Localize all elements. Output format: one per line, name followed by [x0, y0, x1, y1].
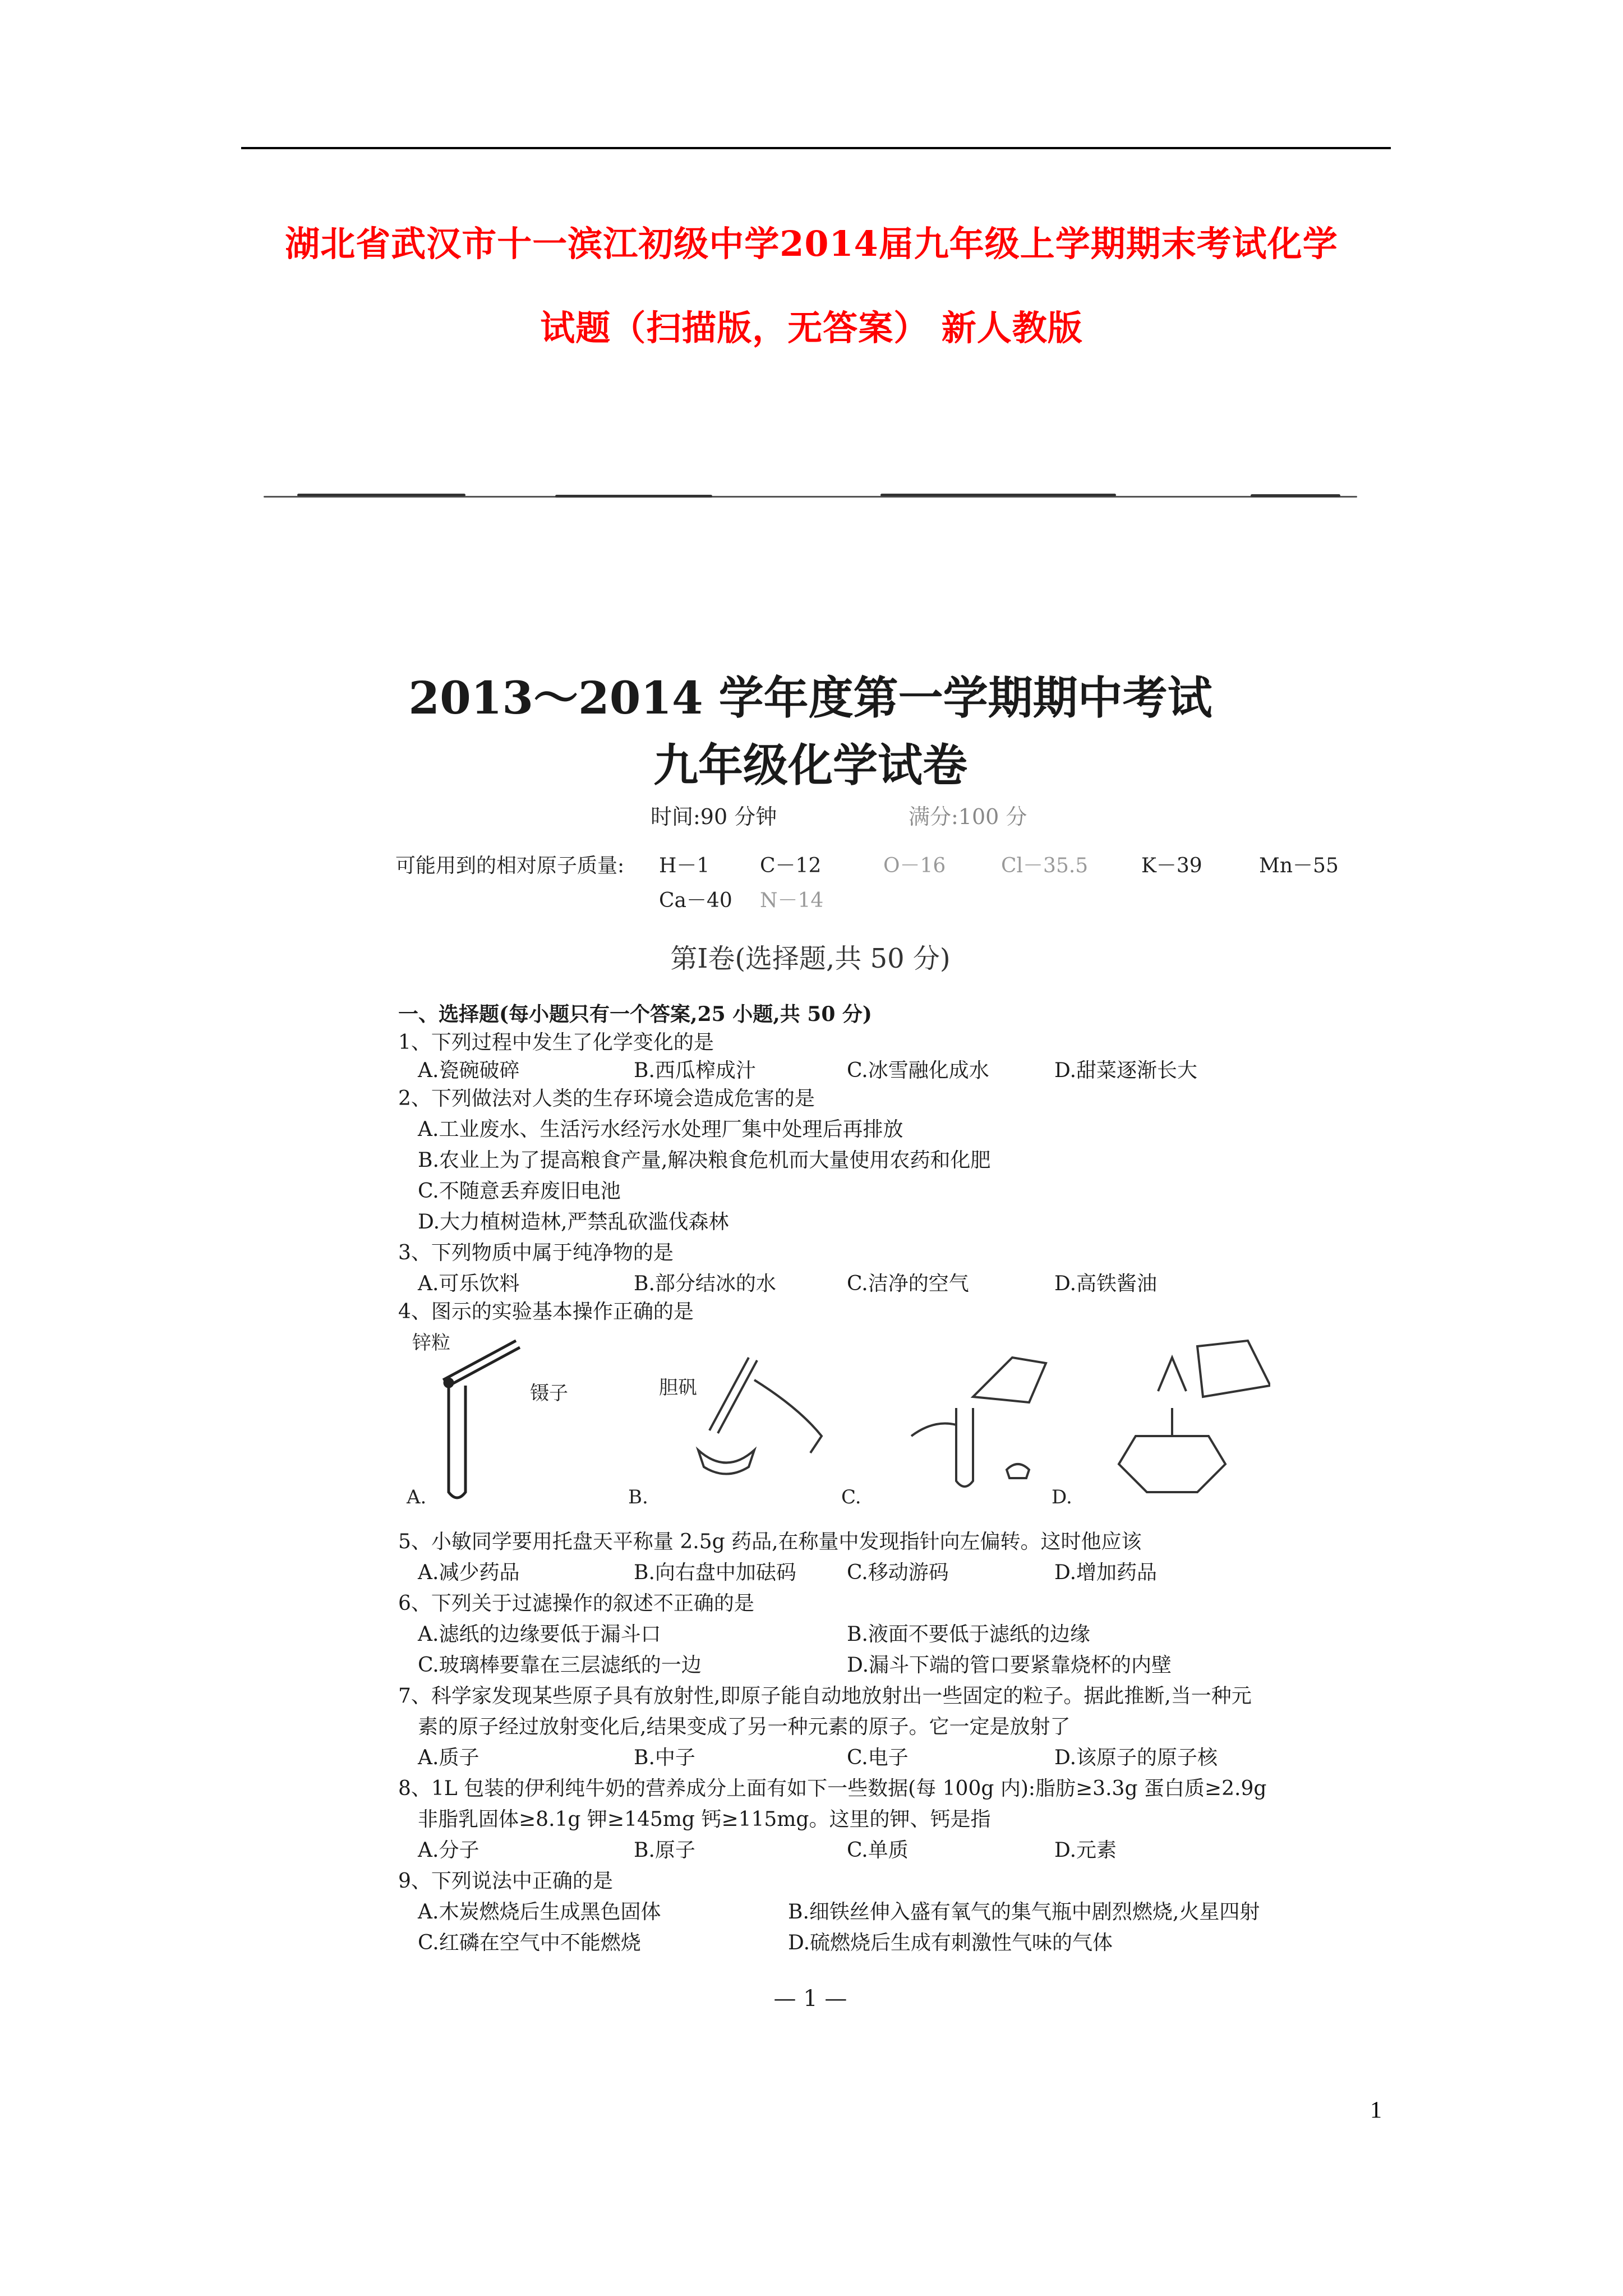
scanned-exam-page: [264, 494, 1357, 2053]
option: D.大力植树造林,严禁乱砍滥伐森林: [418, 1211, 729, 1234]
question-stem: 9、下列说法中正确的是: [398, 1870, 613, 1893]
option: C.冰雪融化成水: [847, 1059, 989, 1082]
figure-b-dropper: [698, 1358, 822, 1474]
atom-mass: N－14: [760, 889, 824, 912]
option: B.农业上为了提高粮食产量,解决粮食危机而大量使用农药和化肥: [418, 1149, 991, 1172]
figure-option-a: A.: [407, 1486, 427, 1508]
question-stem-cont: 素的原子经过放射变化后,结果变成了另一种元素的原子。它一定是放射了: [418, 1715, 1071, 1738]
question-stem: 6、下列关于过滤操作的叙述不正确的是: [398, 1592, 754, 1615]
exam-score: 满分:100 分: [909, 804, 1027, 829]
option: D.该原子的原子核: [1054, 1746, 1218, 1769]
question-stem-cont: 非脂乳固体≥8.1g 钾≥145mg 钙≥115mg。这里的钾、钙是指: [418, 1808, 991, 1831]
document-title-line2: 试题（扫描版，无答案） 新人教版: [540, 307, 1083, 348]
scan-top-edge: [264, 494, 1357, 501]
figure-option-d: D.: [1052, 1486, 1072, 1508]
atoms-label: 可能用到的相对原子质量:: [395, 854, 625, 877]
figure-label-bluevitriol: 胆矾: [659, 1377, 697, 1399]
figure-label-tweezers: 镊子: [530, 1382, 568, 1405]
question-stem: 7、科学家发现某些原子具有放射性,即原子能自动地放射出一些固定的粒子。据此推断,当一种元: [398, 1685, 1252, 1708]
option: C.单质: [847, 1839, 909, 1862]
option: B.细铁丝伸入盛有氧气的集气瓶中剧烈燃烧,火星四射: [788, 1901, 1260, 1924]
figure-option-b: B.: [628, 1486, 648, 1508]
option: A.滤纸的边缘要低于漏斗口: [418, 1623, 661, 1646]
option: D.甜菜逐渐长大: [1054, 1059, 1198, 1082]
option: A.分子: [418, 1839, 479, 1862]
option: C.玻璃棒要靠在三层滤纸的一边: [418, 1654, 702, 1677]
atom-mass: Ca－40: [659, 889, 732, 912]
option: B.向右盘中加砝码: [634, 1561, 796, 1584]
atom-mass: K－39: [1141, 854, 1202, 877]
option: D.增加药品: [1054, 1561, 1158, 1584]
lab-operations-figure: [395, 1324, 1270, 1509]
atomic-masses: [395, 850, 1349, 919]
option: C.电子: [847, 1746, 909, 1769]
atom-mass: O－16: [883, 854, 946, 877]
option: B.部分结冰的水: [634, 1272, 776, 1295]
option: D.元素: [1054, 1839, 1117, 1862]
option: A.工业废水、生活污水经污水处理厂集中处理后再排放: [418, 1118, 903, 1141]
atom-mass: Mn－55: [1259, 854, 1339, 877]
option: B.原子: [634, 1839, 695, 1862]
option: C.不随意丢弃废旧电池: [418, 1180, 621, 1203]
question-stem: 3、下列物质中属于纯净物的是: [398, 1241, 674, 1264]
option: B.中子: [634, 1746, 695, 1769]
document-title-line1: 湖北省武汉市十一滨江初级中学2014届九年级上学期期末考试化学: [285, 223, 1338, 264]
option: A.可乐饮料: [418, 1272, 520, 1295]
atom-mass: C－12: [760, 854, 822, 877]
figure-a-test-tube: [443, 1341, 520, 1498]
header-rule: [241, 147, 1391, 149]
exam-title: 2013～2014 学年度第一学期期中考试: [408, 671, 1212, 724]
option: B.液面不要低于滤纸的边缘: [847, 1623, 1090, 1646]
option: A.质子: [418, 1746, 479, 1769]
section-heading: 第Ⅰ卷(选择题,共 50 分): [670, 943, 951, 974]
exam-subtitle: 九年级化学试卷: [653, 739, 967, 792]
option: A.瓷碗破碎: [418, 1059, 520, 1082]
option: D.漏斗下端的管口要紧靠烧杯的内壁: [847, 1654, 1172, 1677]
option: D.硫燃烧后生成有刺激性气味的气体: [788, 1931, 1113, 1954]
atom-mass: H－1: [659, 854, 710, 877]
scan-page-number: — 1 —: [773, 1986, 847, 2012]
option: B.西瓜榨成汁: [634, 1059, 756, 1082]
question-stem: 1、下列过程中发生了化学变化的是: [398, 1031, 714, 1054]
figure-c-pouring: [911, 1358, 1046, 1487]
part-heading: 一、选择题(每小题只有一个答案,25 小题,共 50 分): [398, 1002, 872, 1026]
option: C.红磷在空气中不能燃烧: [418, 1931, 641, 1954]
option: D.高铁酱油: [1054, 1272, 1158, 1295]
figure-label-zinc: 锌粒: [412, 1332, 450, 1354]
option: A.木炭燃烧后生成黑色固体: [418, 1901, 661, 1924]
figure-option-c: C.: [841, 1486, 861, 1508]
figure-d-alcohol-lamp: [1119, 1341, 1270, 1492]
page-number: 1: [1370, 2097, 1382, 2123]
question-stem: 5、小敏同学要用托盘天平称量 2.5g 药品,在称量中发现指针向左偏转。这时他应该: [398, 1530, 1142, 1553]
question-stem: 8、1L 包装的伊利纯牛奶的营养成分上面有如下一些数据(每 100g 内):脂肪≥3.3g 蛋白质≥2.9g: [398, 1777, 1267, 1800]
question-stem: 4、图示的实验基本操作正确的是: [398, 1300, 694, 1323]
option: A.减少药品: [418, 1561, 520, 1584]
option: C.洁净的空气: [847, 1272, 969, 1295]
option: C.移动游码: [847, 1561, 949, 1584]
exam-time: 时间:90 分钟: [651, 804, 777, 829]
atom-mass: Cl－35.5: [1001, 854, 1089, 877]
question-stem: 2、下列做法对人类的生存环境会造成危害的是: [398, 1087, 815, 1110]
